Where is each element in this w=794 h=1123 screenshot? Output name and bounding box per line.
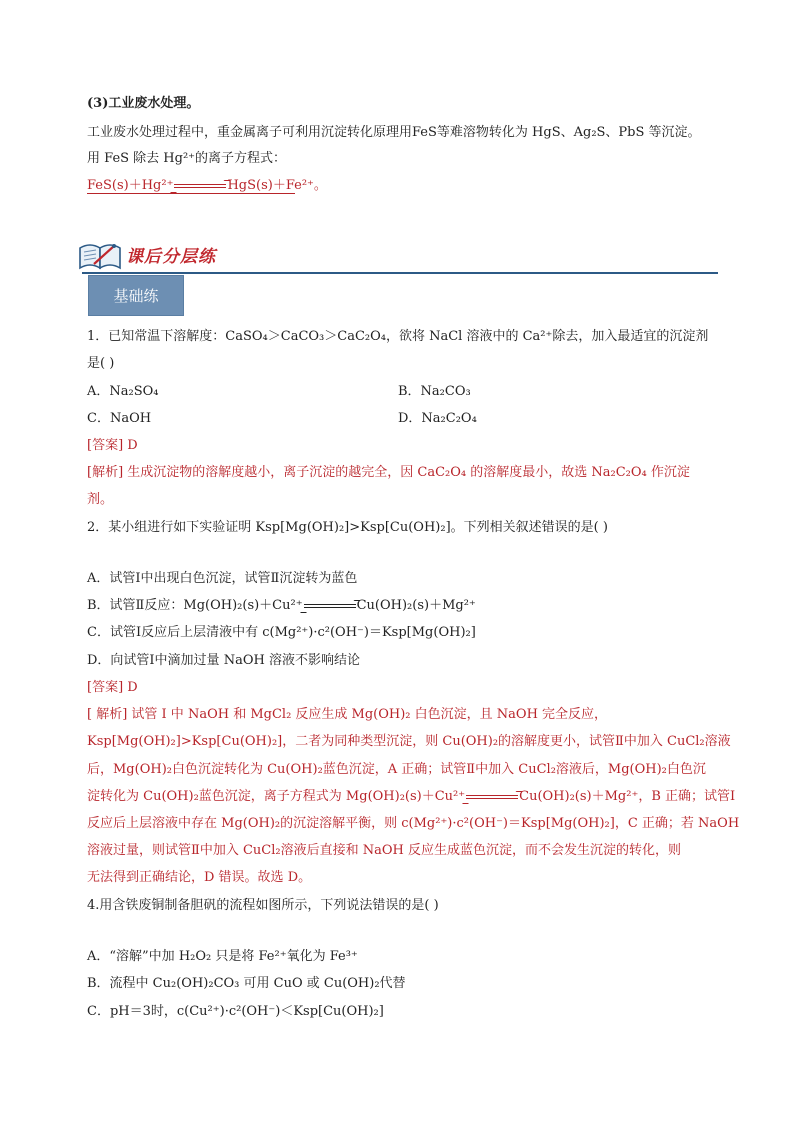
equilibrium-arrow-icon [174, 181, 226, 191]
question-4-stem: 4.用含铁废铜制备胆矾的流程如图所示，下列说法错误的是( ) [87, 898, 439, 913]
option-c: C．pH＝3时，c(Cu²⁺)·c²(OH⁻)＜Ksp[Cu(OH)₂] [87, 1004, 384, 1019]
option-b-right: Cu(OH)₂(s)＋Mg²⁺ [356, 598, 476, 613]
analysis-line [87, 788, 735, 806]
analysis-line: 反应后上层溶液中存在 Mg(OH)₂的沉淀溶解平衡，则 c(Mg²⁺)·c²(OH⁻)＝Ksp[Mg(OH)₂]，C 正确；若 NaOH [87, 816, 740, 831]
question-1-stem-cont: 是( ) [87, 356, 115, 371]
equation-underline [87, 193, 295, 194]
analysis-right: Cu(OH)₂(s)＋Mg²⁺，B 正确；试管Ⅰ [519, 789, 736, 804]
option-b: B．流程中 Cu₂(OH)₂CO₃ 可用 CuO 或 Cu(OH)₂代替 [87, 976, 406, 991]
option-b: B．Na₂CO₃ [398, 384, 471, 399]
option-a: A．试管Ⅰ中出现白色沉淀，试管Ⅱ沉淀转为蓝色 [87, 571, 358, 586]
analysis-line: 溶液过量，则试管Ⅱ中加入 CuCl₂溶液后直接和 NaOH 反应生成蓝色沉淀，而不会发生沉淀的转化，则 [87, 843, 681, 858]
option-d: D．Na₂C₂O₄ [398, 411, 477, 426]
equation-right: HgS(s)＋Fe²⁺。 [227, 178, 327, 193]
option-d: D．向试管Ⅰ中滴加过量 NaOH 溶液不影响结论 [87, 653, 360, 668]
analysis-left: 淀转化为 Cu(OH)₂蓝色沉淀，离子方程式为 Mg(OH)₂(s)＋Cu²⁺ [87, 789, 466, 804]
option-a: A．“溶解”中加 H₂O₂ 只是将 Fe²⁺氧化为 Fe³⁺ [87, 949, 358, 964]
option-b [87, 597, 476, 615]
analysis-line: 后，Mg(OH)₂白色沉淀转化为 Cu(OH)₂蓝色沉淀，A 正确；试管Ⅱ中加入 CuCl₂溶液后，Mg(OH)₂白色沉 [87, 762, 706, 777]
tab-basic-practice [88, 275, 184, 316]
equation-left: FeS(s)＋Hg²⁺ [87, 178, 174, 193]
option-b-left: B．试管Ⅱ反应：Mg(OH)₂(s)＋Cu²⁺ [87, 598, 303, 613]
tab-label: 基础练 [113, 287, 159, 305]
question-2-stem: 2．某小组进行如下实验证明 Ksp[Mg(OH)₂]>Ksp[Cu(OH)₂]。下列相关叙述错误的是( ) [87, 520, 608, 535]
option-c: C．NaOH [87, 411, 152, 426]
section-rule [82, 272, 718, 274]
section-title: 课后分层练 [126, 247, 216, 267]
equilibrium-arrow-icon [304, 601, 356, 611]
analysis-line: 剂。 [87, 492, 114, 507]
analysis-line: [解析] 生成沉淀物的溶解度越小，离子沉淀的越完全，因 CaC₂O₄ 的溶解度最小，故选 Na₂C₂O₄ 作沉淀 [87, 465, 690, 480]
analysis-line: [ 解析] 试管 Ⅰ 中 NaOH 和 MgCl₂ 反应生成 Mg(OH)₂ 白色沉淀，且 NaOH 完全反应， [87, 707, 608, 722]
open-book-icon [78, 240, 122, 270]
answer: [答案] D [87, 438, 138, 453]
analysis-line: Ksp[Mg(OH)₂]>Ksp[Cu(OH)₂]，二者为同种类型沉淀，则 Cu(OH)₂的溶解度更小，试管Ⅱ中加入 CuCl₂溶液 [87, 734, 731, 749]
question-1-stem: 1．已知常温下溶解度：CaSO₄＞CaCO₃＞CaC₂O₄，欲将 NaCl 溶液中的 Ca²⁺除去，加入最适宜的沉淀剂 [87, 329, 709, 344]
answer: [答案] D [87, 680, 138, 695]
subsection-heading: (3)工业废水处理。 [87, 96, 200, 111]
paragraph-line: 用 FeS 除去 Hg²⁺的离子方程式： [87, 151, 287, 166]
option-c: C．试管Ⅰ反应后上层清液中有 c(Mg²⁺)·c²(OH⁻)＝Ksp[Mg(OH)₂] [87, 625, 476, 640]
paragraph-line: 工业废水处理过程中，重金属离子可利用沉淀转化原理用FeS等难溶物转化为 HgS、Ag₂S、PbS 等沉淀。 [87, 125, 701, 140]
analysis-line: 无法得到正确结论，D 错误。故选 D。 [87, 870, 312, 885]
option-a: A．Na₂SO₄ [87, 384, 159, 399]
equilibrium-arrow-icon [466, 792, 518, 802]
